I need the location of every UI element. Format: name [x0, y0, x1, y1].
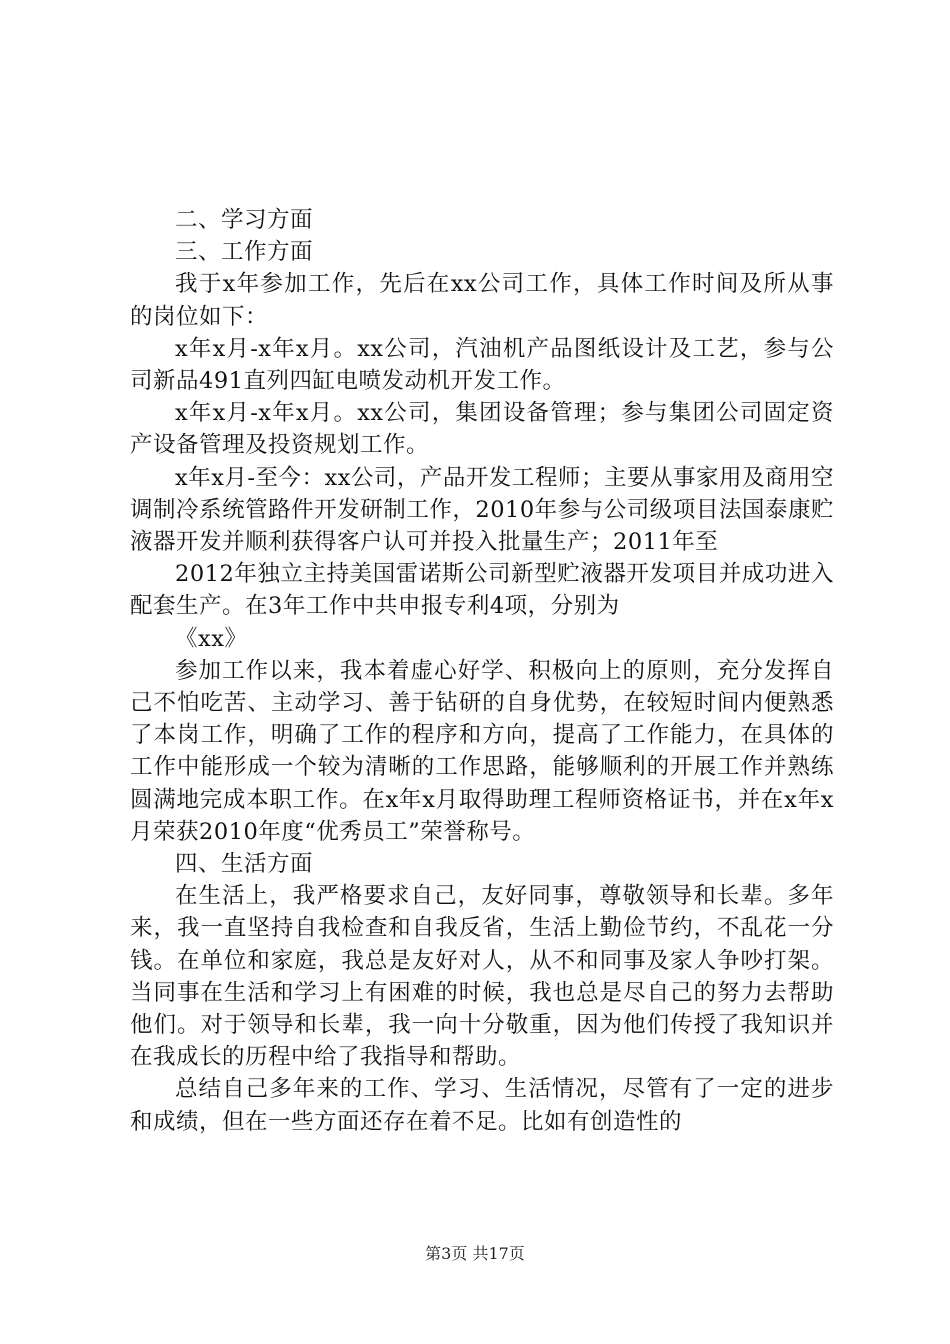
paragraph-patent-title: 《xx》 [175, 625, 248, 652]
section-heading-study: 二、学习方面 [175, 207, 314, 233]
paragraph-job-2: x年x月-x年x月。xx公司，集团设备管理；参与集团公司固定资产设备管理及投资规划工作。 [130, 400, 834, 459]
page-number-footer: 第3页 共17页 [425, 1244, 525, 1263]
document-body [130, 204, 834, 1138]
paragraph-conclusion: 总结自己多年来的工作、学习、生活情况，尽管有了一定的进步和成绩，但在一些方面还存在着不足。比如有创造性的 [130, 1076, 834, 1135]
paragraph-life: 在生活上，我严格要求自己，友好同事，尊敬领导和长辈。多年来，我一直坚持自我检查和自我反省，生活上勤俭节约，不乱花一分钱。在单位和家庭，我总是友好对人，从不和同事及家人争吵打架。当同事在生活和学习上有困难的时候，我也总是尽自己的努力去帮助他们。对于领导和长辈，我一向十分敬重，因为他们传授了我知识并在我成长的历程中给了我指导和帮助。 [130, 883, 834, 1071]
paragraph-job-3: x年x月-至今：xx公司，产品开发工程师；主要从事家用及商用空调制冷系统管路件开发研制工作，2010年参与公司级项目法国泰康贮液器开发并顺利获得客户认可并投入批量生产；2011年至 [130, 464, 834, 556]
paragraph-job-1: x年x月-x年x月。xx公司，汽油机产品图纸设计及工艺，参与公司新品491直列四缸电喷发动机开发工作。 [130, 335, 834, 395]
section-heading-work: 三、工作方面 [175, 239, 314, 266]
paragraph-work-intro: 我于x年参加工作，先后在xx公司工作，具体工作时间及所从事的岗位如下： [130, 271, 834, 330]
section-heading-life: 四、生活方面 [175, 851, 314, 878]
paragraph-job-3-continued: 2012年独立主持美国雷诺斯公司新型贮液器开发项目并成功进入配套生产。在3年工作中共申报专利4项，分别为 [130, 561, 834, 620]
paragraph-work-summary: 参加工作以来，我本着虚心好学、积极向上的原则，充分发挥自己不怕吃苦、主动学习、善于钻研的自身优势，在较短时间内便熟悉了本岗工作，明确了工作的程序和方向，提高了工作能力，在具体的工作中能形成一个较为清晰的工作思路，能够顺利的开展工作并熟练圆满地完成本职工作。在x年x月取得助理工程师资格证书，并在x年x月荣获2010年度“优秀员工”荣誉称号。 [130, 657, 834, 845]
